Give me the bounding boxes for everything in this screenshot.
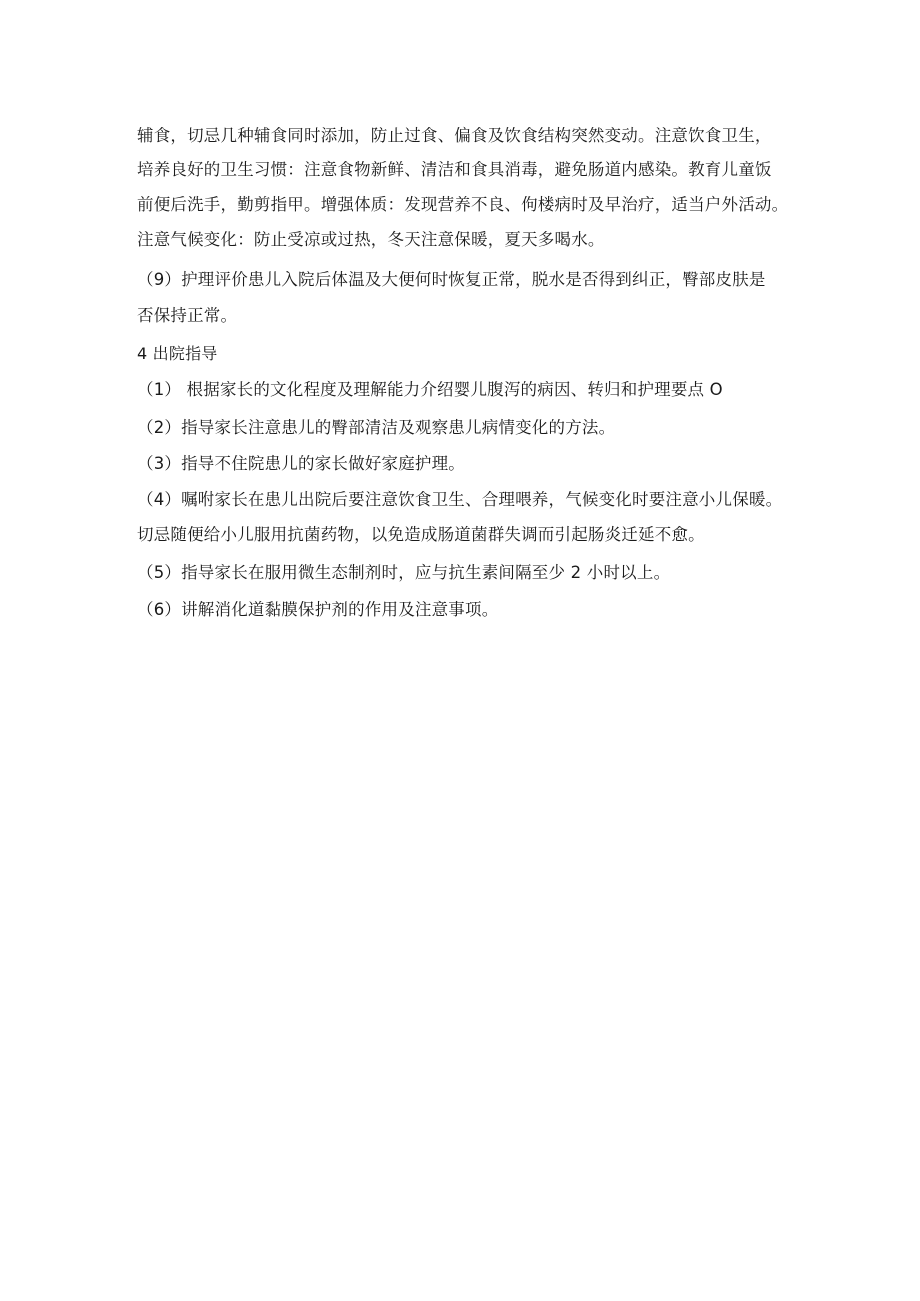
paragraph-line: 培养良好的卫生习惯：注意食物新鲜、清洁和食具消毒，避免肠道内感染。教育儿童饭 <box>137 160 772 179</box>
list-item-1: （1） 根据家长的文化程度及理解能力介绍婴儿腹泻的病因、转归和护理要点 O <box>137 380 723 399</box>
section-heading: 4 出院指导 <box>137 344 218 363</box>
paragraph-line: 注意气候变化：防止受凉或过热，冬天注意保暖，夏天多喝水。 <box>137 230 605 249</box>
list-item-9: （9）护理评价患儿入院后体温及大便何时恢复正常，脱水是否得到纠正，臀部皮肤是 <box>137 270 766 289</box>
list-item-6: （6）讲解消化道黏膜保护剂的作用及注意事项。 <box>137 600 499 619</box>
list-item-4: （4）嘱咐家长在患儿出院后要注意饮食卫生、合理喂养，气候变化时要注意小儿保暖。 <box>137 490 783 509</box>
paragraph-line: 否保持正常。 <box>137 306 238 325</box>
paragraph-line: 辅食，切忌几种辅食同时添加，防止过食、偏食及饮食结构突然变动。注意饮食卫生， <box>137 126 772 145</box>
paragraph-line: 前便后洗手，勤剪指甲。增强体质：发现营养不良、佝楼病时及早治疗，适当户外活动。 <box>137 195 789 214</box>
paragraph-line: 切忌随便给小儿服用抗菌药物，以免造成肠道菌群失调而引起肠炎迁延不愈。 <box>137 525 705 544</box>
list-item-5: （5）指导家长在服用微生态制剂时，应与抗生素间隔至少 2 小时以上。 <box>137 563 671 582</box>
list-item-3: （3）指导不住院患儿的家长做好家庭护理。 <box>137 454 465 473</box>
list-item-2: （2）指导家长注意患儿的臀部清洁及观察患儿病情变化的方法。 <box>137 418 616 437</box>
